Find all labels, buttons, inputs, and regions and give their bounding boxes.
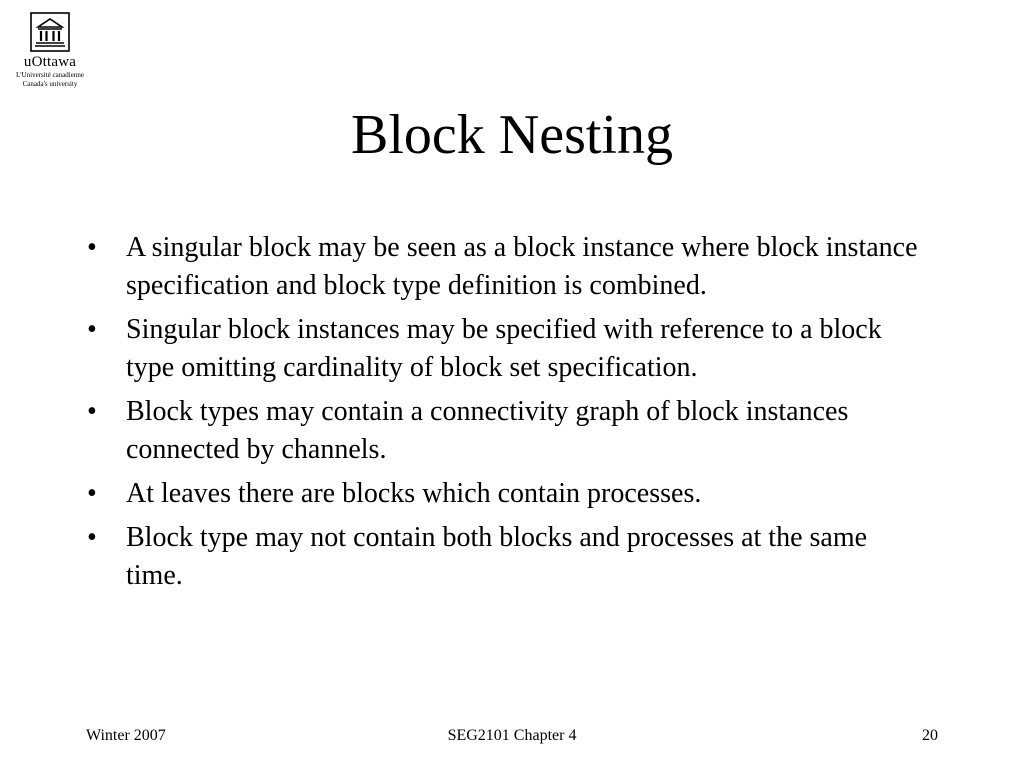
slide-number: 20 [922, 727, 938, 744]
bullet-text: Block type may not contain both blocks and processes at the same time. [126, 522, 868, 591]
bullet-text: Block types may contain a connectivity graph of block instances connected by channels. [126, 396, 849, 465]
bullet-item [84, 475, 924, 513]
bullet-text: Singular block instances may be specified with reference to a block type omitting cardinality of block set specification. [126, 314, 882, 383]
uottawa-logo [10, 12, 90, 89]
logo-wordmark: uOttawa [23, 54, 77, 70]
university-building-icon [30, 12, 70, 52]
bullet-marker: • [87, 522, 97, 553]
bullet-list [84, 229, 924, 601]
footer-date: Winter 2007 [86, 727, 166, 744]
bullet-marker: • [87, 232, 97, 263]
logo-tagline-english: Canada's university [22, 80, 78, 88]
slide-title: Block Nesting [351, 104, 673, 166]
bullet-item [84, 229, 924, 305]
bullet-marker: • [87, 396, 97, 427]
bullet-marker: • [87, 314, 97, 345]
footer-course: SEG2101 Chapter 4 [447, 727, 577, 744]
bullet-item [84, 393, 924, 469]
bullet-item [84, 311, 924, 387]
bullet-text: At leaves there are blocks which contain processes. [126, 478, 702, 509]
bullet-marker: • [87, 478, 97, 509]
logo-tagline-french: L'Université canadienne [16, 71, 84, 79]
bullet-text: A singular block may be seen as a block instance where block instance specification and block type definition is combined. [126, 232, 918, 301]
bullet-item [84, 519, 924, 595]
